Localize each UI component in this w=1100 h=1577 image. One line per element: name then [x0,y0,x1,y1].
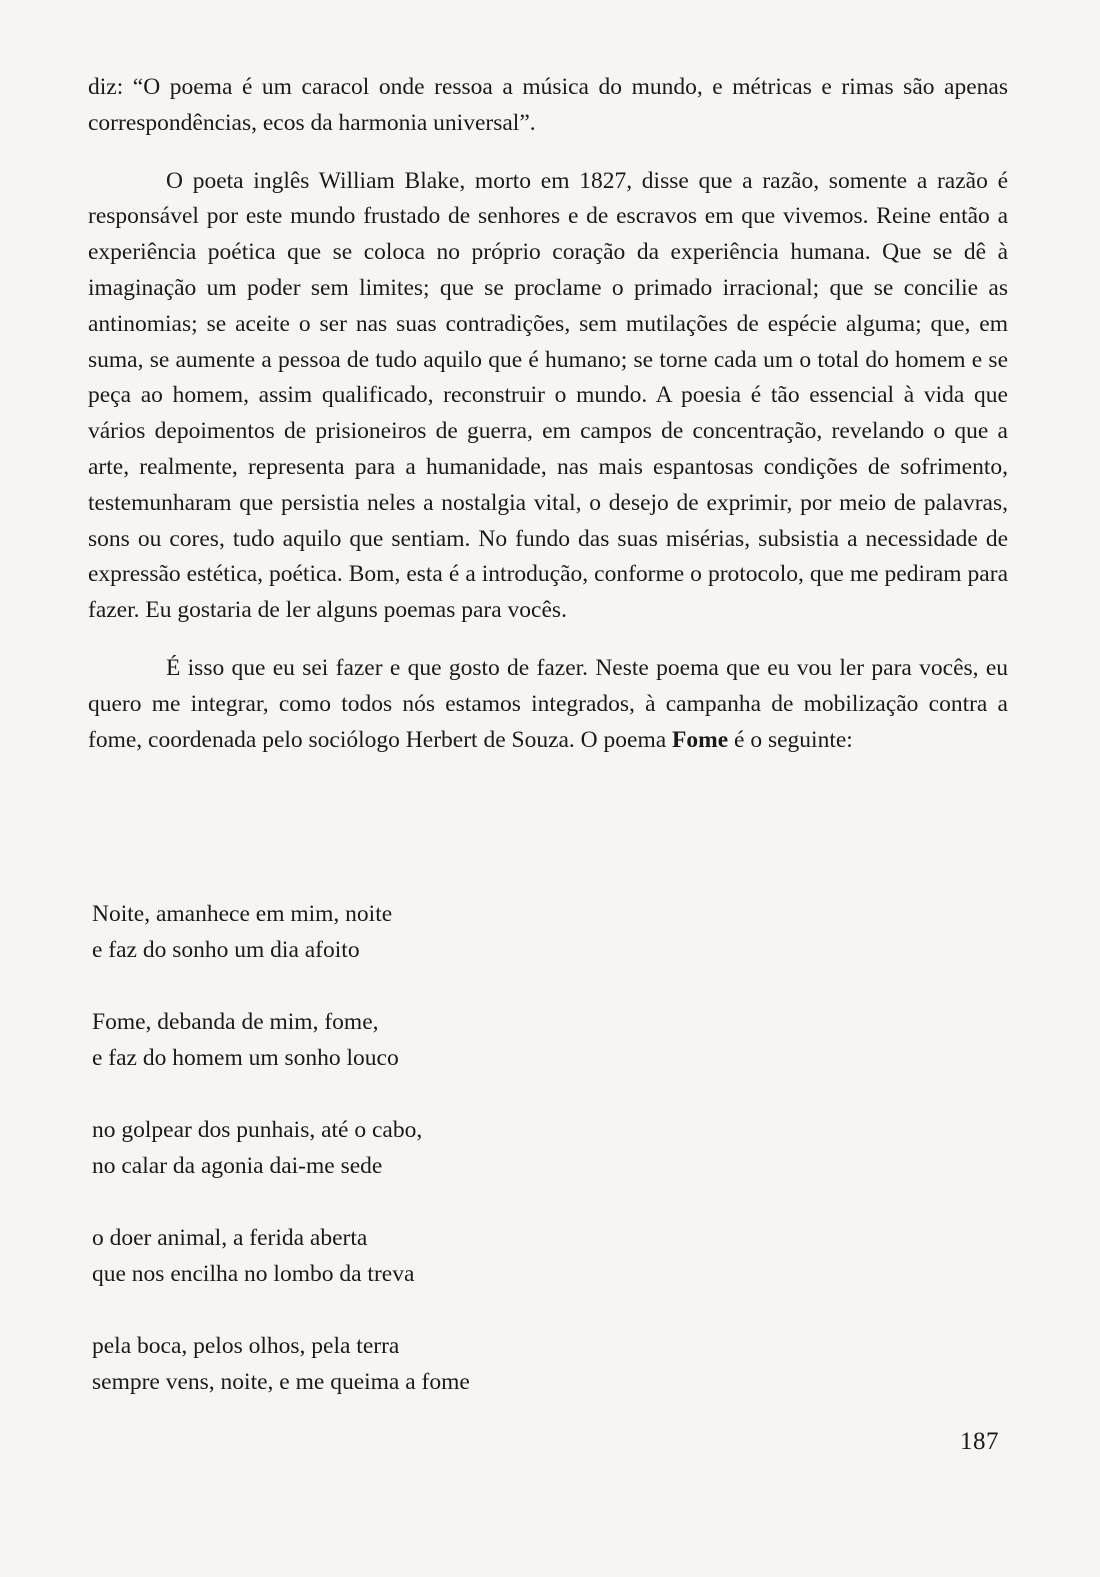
poem-stanza [92,1112,692,1184]
paragraph-poem-introduction [88,651,1008,758]
poem-line: no calar da agonia dai-me sede [92,1153,383,1179]
poem-line: e faz do homem um sonho louco [92,1045,399,1071]
poem-line: sempre vens, noite, e me queima a fome [92,1369,470,1395]
poem-fome [92,896,692,1436]
poem-line: que nos encilha no lombo da treva [92,1261,415,1287]
poem-stanza [92,896,692,968]
poem-stanza [92,1220,692,1292]
page-number: 187 [960,1428,999,1455]
poem-line: pela boca, pelos olhos, pela terra [92,1333,400,1359]
paragraph-quote-continuation: diz: “O poema é um caracol onde ressoa a música do mundo, e métricas e rimas são apenas correspondências, ecos da harmonia universal”. [88,74,1008,136]
paragraph-intro-text: É isso que eu sei fazer e que gosto de fazer. Neste poema que eu vou ler para vocês, eu quero me integrar, como todos nós estamos integrados, à campanha de mobilização contra a fome, coordenada pelo sociólogo Herbert de Souza. O poema [88,654,1008,753]
poem-line: Fome, debanda de mim, fome, [92,1009,379,1035]
poem-line: Noite, amanhece em mim, noite [92,901,393,927]
prose-text [88,70,1008,758]
poem-stanza [92,1004,692,1076]
poem-line: no golpear dos punhais, até o cabo, [92,1117,423,1143]
paragraph-william-blake: O poeta inglês William Blake, morto em 1827, disse que a razão, somente a razão é responsável por este mundo frustado de senhores e de escravos em que vivemos. Reine então a experiência poética que se coloca no próprio coração da experiência humana. Que se dê à imaginação um poder sem limites; que se proclame o primado irracional; que se concilie as antinomias; se aceite o ser nas suas contradições, sem mutilações de espécie alguma; que, em suma, se aumente a pessoa de tudo aquilo que é humano; se torne cada um o total do homem e se peça ao homem, assim qualificado, reconstruir o mundo. A poesia é tão essencial à vida que vários depoimentos de prisioneiros de guerra, em campos de concentração, revelando o que a arte, realmente, representa para a humanidade, nas mais espantosas condições de sofrimento, testemunharam que persistia neles a nostalgia vital, o desejo de exprimir, por meio de palavras, sons ou cores, tudo aquilo que sentiam. No fundo das suas misérias, subsistia a necessidade de expressão estética, poética. Bom, esta é a introdução, conforme o protocolo, que me pediram para fazer. Eu gostaria de ler alguns poemas para vocês. [88,167,1008,624]
poem-line: e faz do sonho um dia afoito [92,937,360,963]
poem-stanza [92,1328,692,1400]
poem-line: o doer animal, a ferida aberta [92,1225,368,1251]
paragraph-intro-ending: é o seguinte: [728,726,853,753]
poem-title: Fome [672,726,729,753]
